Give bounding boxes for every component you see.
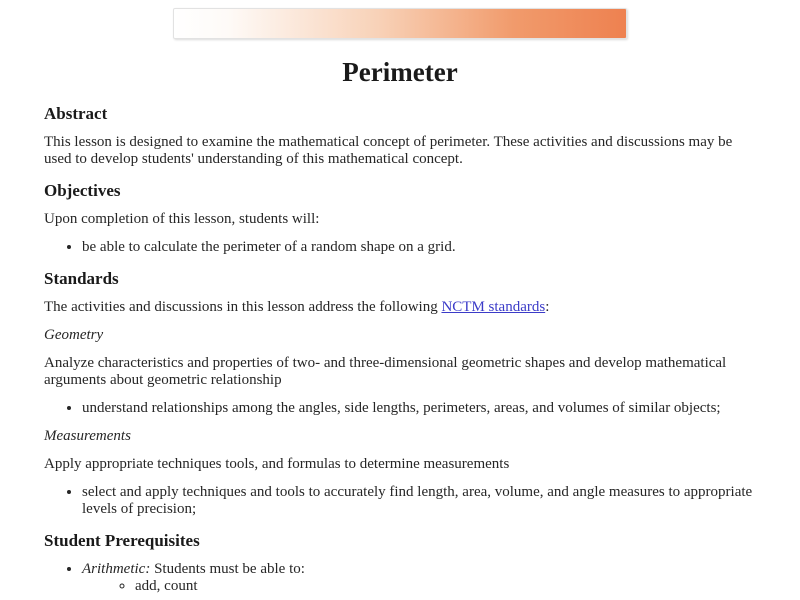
prerequisite-label: Arithmetic: xyxy=(82,561,151,577)
measurements-label: Measurements xyxy=(44,428,131,444)
measurements-item: • select and apply techniques and tools to accurately find length, area, volume, and angle measures to appropriate levels of precision; xyxy=(82,484,756,518)
geometry-description: Analyze characteristics and properties of two- and three-dimensional geometric shapes and develop mathematical arguments about geometric relationship xyxy=(44,355,727,388)
standards-intro-colon: : xyxy=(545,299,550,315)
geometry-item: • understand relationships among the angles, side lengths, perimeters, areas, and volumes of similar objects; xyxy=(82,400,756,417)
prerequisites-heading: Student Prerequisites xyxy=(44,531,200,550)
prerequisite-item xyxy=(82,561,756,595)
geometry-list xyxy=(44,400,756,417)
prerequisites-list xyxy=(44,561,756,595)
geometry-label: Geometry xyxy=(44,327,104,343)
prerequisite-text: Students must be able to: xyxy=(150,561,305,577)
page-title: Perimeter xyxy=(342,57,458,87)
objective-item: • be able to calculate the perimeter of a random shape on a grid. xyxy=(82,239,756,256)
header-gradient-banner xyxy=(173,8,627,39)
nctm-standards-link[interactable]: NCTM standards xyxy=(441,299,546,315)
objectives-list xyxy=(44,239,756,256)
measurements-description: Apply appropriate techniques tools, and formulas to determine measurements xyxy=(44,456,510,472)
abstract-heading: Abstract xyxy=(44,104,108,123)
standards-intro-text: The activities and discussions in this lesson address the following xyxy=(44,299,442,315)
objectives-intro: Upon completion of this lesson, students will: xyxy=(44,211,320,227)
abstract-text: This lesson is designed to examine the mathematical concept of perimeter. These activities and discussions may be used to develop students' understanding of this mathematical concept. xyxy=(44,134,733,167)
prerequisite-subitem: ◦ add, count xyxy=(135,578,756,595)
standards-heading: Standards xyxy=(44,269,119,288)
standards-intro xyxy=(44,299,756,316)
prerequisite-sublist xyxy=(82,578,756,595)
measurements-list xyxy=(44,484,756,518)
objectives-heading: Objectives xyxy=(44,181,121,200)
